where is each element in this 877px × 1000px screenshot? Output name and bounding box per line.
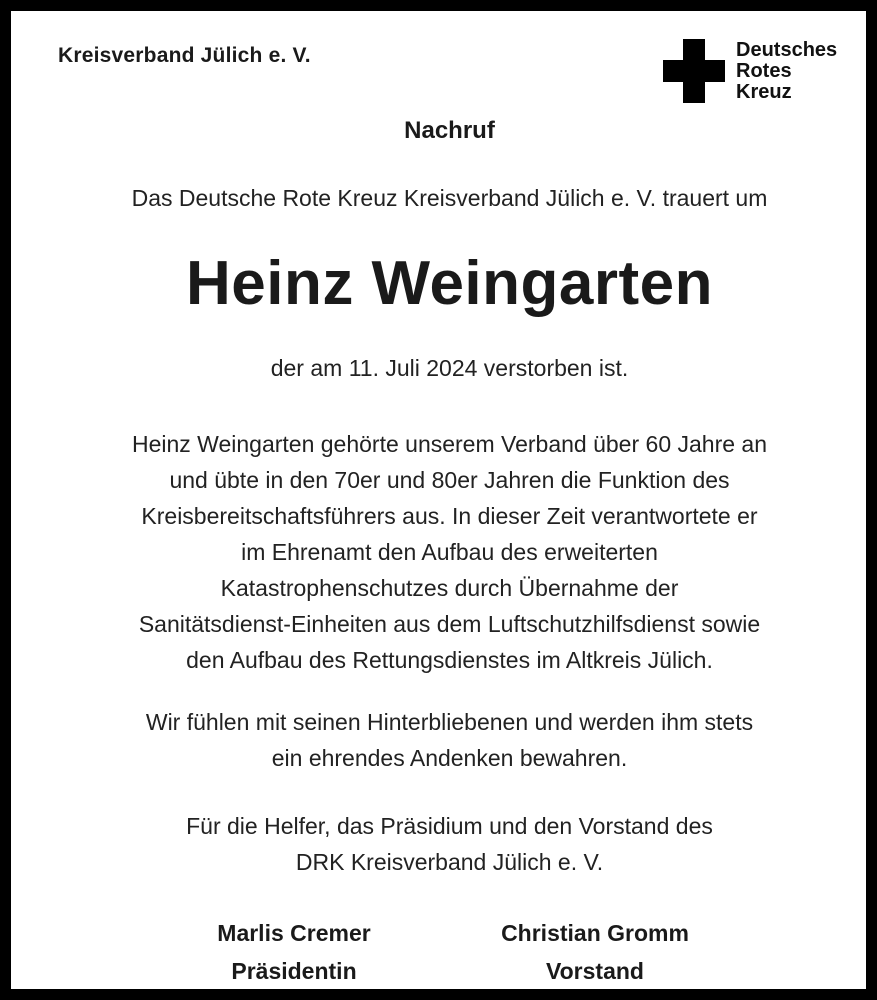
logo-line: Deutsches	[736, 39, 838, 61]
red-cross-icon	[663, 39, 725, 103]
notice-heading: Nachruf	[404, 117, 495, 144]
intro-text: Das Deutsche Rote Kreuz Kreisverband Jülich e. V. trauert um	[131, 185, 768, 211]
paragraph-line: Wir fühlen mit seinen Hinterbliebenen und werden ihm stets	[145, 709, 754, 735]
paragraph-line: ein ehrendes Andenken bewahren.	[271, 745, 628, 771]
paragraph-line: Heinz Weingarten gehörte unserem Verband über 60 Jahre an	[131, 431, 768, 457]
organization-name: Kreisverband Jülich e. V.	[58, 44, 311, 67]
paragraph-line: Sanitätsdienst-Einheiten aus dem Luftschutzhilfsdienst sowie	[138, 611, 761, 637]
signature-board	[470, 914, 720, 990]
signatory-name: Marlis Cremer	[217, 920, 371, 946]
signatory-name: Christian Gromm	[501, 920, 689, 946]
paragraph-line: Katastrophenschutzes durch Übernahme der	[220, 575, 679, 601]
paragraph-line: und übte in den 70er und 80er Jahren die Funktion des	[169, 467, 730, 493]
logo-line: Kreuz	[736, 81, 792, 103]
paragraph-line: den Aufbau des Rettungsdienstes im Altkreis Jülich.	[186, 647, 713, 673]
paragraph-line: im Ehrenamt den Aufbau des erweiterten	[241, 539, 658, 565]
logo-wordmark	[736, 40, 837, 103]
signatory-role: Vorstand	[546, 958, 644, 984]
on-behalf-paragraph	[41, 808, 858, 880]
paragraph-line: Für die Helfer, das Präsidium und den Vorstand des	[186, 813, 713, 839]
signatory-role: Präsidentin	[231, 958, 357, 984]
deceased-name: Heinz Weingarten	[185, 249, 714, 318]
drk-logo	[663, 39, 863, 105]
condolence-paragraph	[41, 704, 858, 776]
logo-line: Rotes	[736, 60, 792, 82]
signature-president	[194, 914, 394, 990]
biography-paragraph	[41, 426, 858, 678]
paragraph-line: DRK Kreisverband Jülich e. V.	[295, 849, 604, 875]
paragraph-line: Kreisbereitschaftsführers aus. In dieser Zeit verantwortete er	[141, 503, 758, 529]
death-date-text: der am 11. Juli 2024 verstorben ist.	[270, 355, 629, 381]
